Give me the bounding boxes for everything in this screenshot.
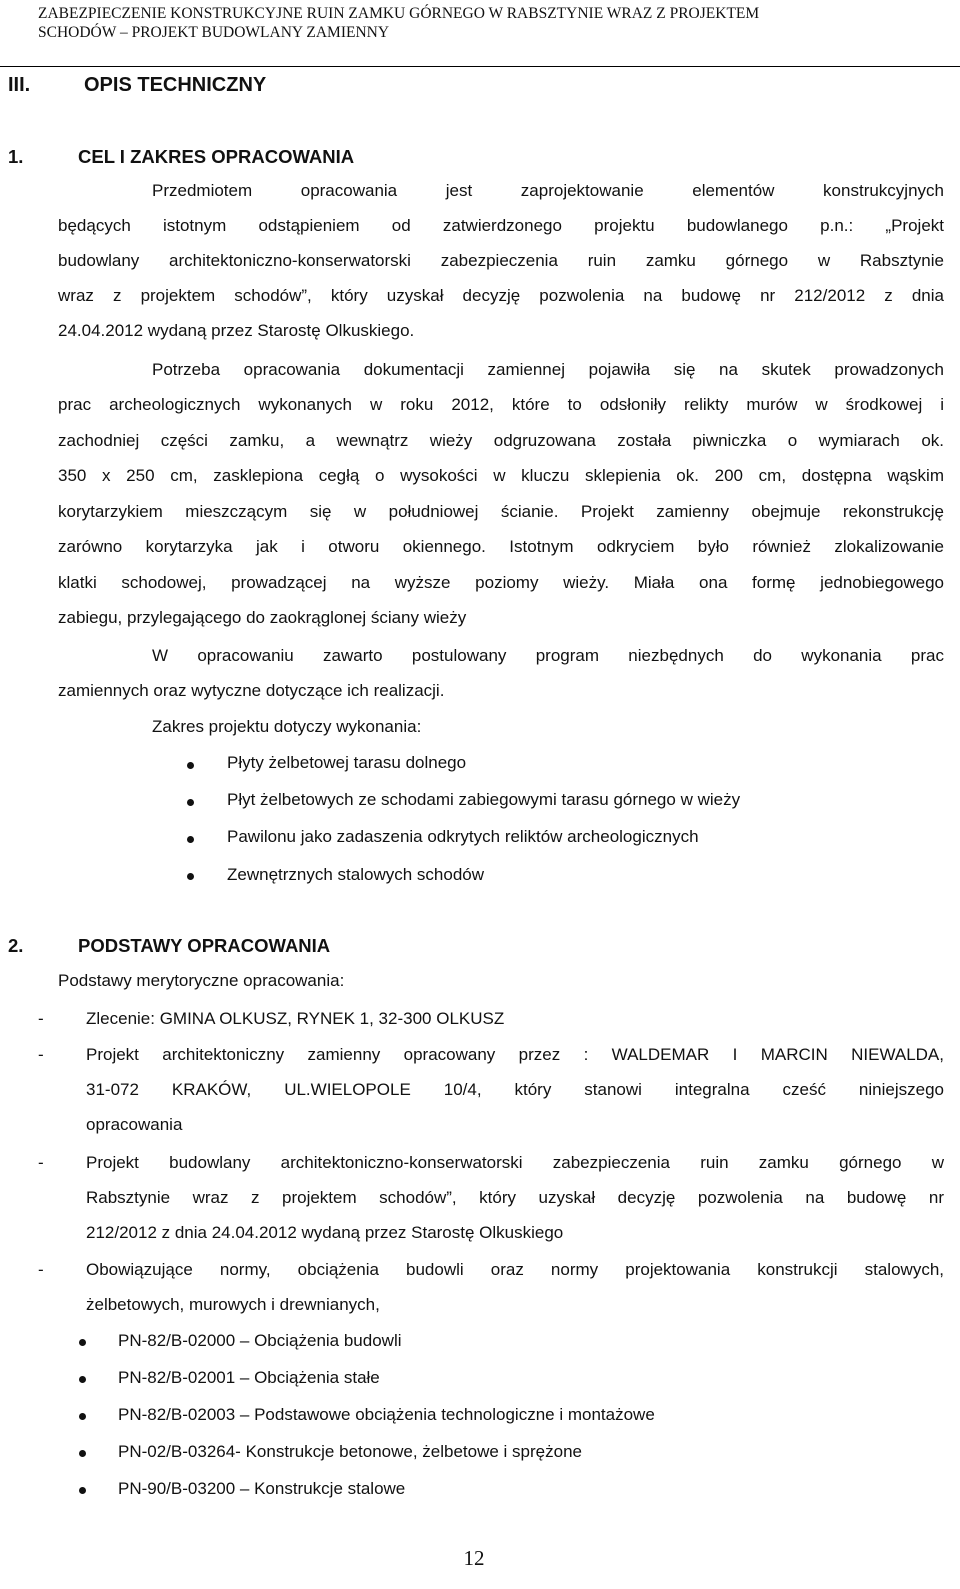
paragraph-2-line: zachodniej części zamku, a wewnątrz wieży odgruzowana została piwniczka o wymiarach ok. [58, 431, 944, 450]
bullet-icon [79, 1487, 86, 1494]
scope-item: Zewnętrznych stalowych schodów [227, 865, 485, 884]
bullet-icon [79, 1450, 86, 1457]
bullet-icon [187, 873, 194, 880]
basis-item-line: 212/2012 z dnia 24.04.2012 wydaną przez Starostę Olkuskiego [86, 1223, 564, 1242]
dash-bullet: - [38, 1260, 44, 1279]
dash-bullet: - [38, 1153, 44, 1172]
paragraph-2-line: Potrzeba opracowania dokumentacji zamiennej pojawiła się na skutek prowadzonych [152, 360, 944, 379]
basis-item-line: Zlecenie: GMINA OLKUSZ, RYNEK 1, 32-300 OLKUSZ [86, 1009, 505, 1028]
running-header-line-1: ZABEZPIECZENIE KONSTRUKCYJNE RUIN ZAMKU GÓRNEGO W RABSZTYNIE WRAZ Z PROJEKTEM [38, 5, 760, 22]
basis-intro: Podstawy merytoryczne opracowania: [58, 971, 345, 990]
dash-bullet: - [38, 1009, 44, 1028]
basis-item-line: żelbetowych, murowych i drewnianych, [86, 1295, 380, 1314]
basis-item-line: Projekt budowlany architektoniczno-konserwatorski zabezpieczenia ruin zamku górnego w [86, 1153, 944, 1172]
scope-item: Płyt żelbetowych ze schodami zabiegowymi tarasu górnego w wieży [227, 790, 741, 809]
bullet-icon [79, 1413, 86, 1420]
paragraph-3-line: W opracowaniu zawarto postulowany program niezbędnych do wykonania prac [152, 646, 944, 665]
section-title-cel-i-zakres: CEL I ZAKRES OPRACOWANIA [78, 146, 355, 167]
bullet-icon [187, 836, 194, 843]
scope-item: Płyty żelbetowej tarasu dolnego [227, 753, 467, 772]
page-number: 12 [463, 1546, 485, 1570]
section-number-1: 1. [8, 146, 24, 167]
header-rule [0, 66, 960, 67]
norm-item: PN-82/B-02001 – Obciążenia stałe [118, 1368, 380, 1387]
basis-item-line: Projekt architektoniczny zamienny opracowany przez : WALDEMAR I MARCIN NIEWALDA, [86, 1045, 944, 1064]
paragraph-2-line: korytarzykiem mieszczącym się w południowej ścianie. Projekt zamienny obejmuje rekonstrukcję [58, 502, 944, 521]
basis-item-line: Obowiązujące normy, obciążenia budowli oraz normy projektowania konstrukcji stalowych, [86, 1260, 944, 1279]
section-title-opis-techniczny: OPIS TECHNICZNY [84, 74, 267, 96]
running-header-line-2: SCHODÓW – PROJEKT BUDOWLANY ZAMIENNY [38, 24, 390, 41]
paragraph-1-line: 24.04.2012 wydaną przez Starostę Olkuskiego. [58, 321, 415, 340]
section-number-2: 2. [8, 935, 24, 956]
paragraph-1-line: Przedmiotem opracowania jest zaprojektowanie elementów konstrukcyjnych [152, 181, 944, 200]
basis-item-line: Rabsztynie wraz z projektem schodów”, który uzyskał decyzję pozwolenia na budowę nr [86, 1188, 944, 1207]
running-header [38, 4, 948, 42]
basis-item-line: opracowania [86, 1115, 183, 1134]
paragraph-1-line: wraz z projektem schodów”, który uzyskał decyzję pozwolenia na budowę nr 212/2012 z dnia [58, 286, 944, 305]
paragraph-2-line: 350 x 250 cm, zasklepiona cegłą o wysokości w kluczu sklepienia ok. 200 cm, dostępna wąskim [58, 466, 944, 485]
bullet-icon [79, 1376, 86, 1383]
bullet-icon [187, 762, 194, 769]
paragraph-1-line: budowlany architektoniczno-konserwatorski zabezpieczenia ruin zamku górnego w Rabsztynie [58, 251, 944, 270]
norm-item: PN-02/B-03264- Konstrukcje betonowe, żelbetowe i sprężone [118, 1442, 582, 1461]
paragraph-2-line: prac archeologicznych wykonanych w roku 2012, które to odsłoniły relikty murów w środkowej i [58, 395, 944, 414]
norm-item: PN-90/B-03200 – Konstrukcje stalowe [118, 1479, 406, 1498]
section-number-iii: III. [8, 74, 31, 96]
basis-item-line: 31-072 KRAKÓW, UL.WIELOPOLE 10/4, który stanowi integralna cześć niniejszego [86, 1080, 944, 1099]
paragraph-2-line: klatki schodowej, prowadzącej na wyższe poziomy wieży. Miała ona formę jednobiegowego [58, 573, 944, 592]
norm-item: PN-82/B-02003 – Podstawowe obciążenia technologiczne i montażowe [118, 1405, 655, 1424]
paragraph-2-line: zabiegu, przylegającego do zaokrąglonej ściany wieży [58, 608, 467, 627]
section-title-podstawy: PODSTAWY OPRACOWANIA [78, 935, 331, 956]
scope-item: Pawilonu jako zadaszenia odkrytych reliktów archeologicznych [227, 827, 699, 846]
dash-bullet: - [38, 1045, 44, 1064]
scope-intro: Zakres projektu dotyczy wykonania: [152, 717, 422, 736]
bullet-icon [79, 1339, 86, 1346]
paragraph-1-line: będących istotnym odstąpieniem od zatwierdzonego projektu budowlanego p.n.: „Projekt [58, 216, 944, 235]
bullet-icon [187, 799, 194, 806]
paragraph-2-line: zarówno korytarzyka jak i otworu okiennego. Istotnym odkryciem było również zlokalizowanie [58, 537, 944, 556]
paragraph-3-line: zamiennych oraz wytyczne dotyczące ich realizacji. [58, 681, 445, 700]
norm-item: PN-82/B-02000 – Obciążenia budowli [118, 1331, 402, 1350]
